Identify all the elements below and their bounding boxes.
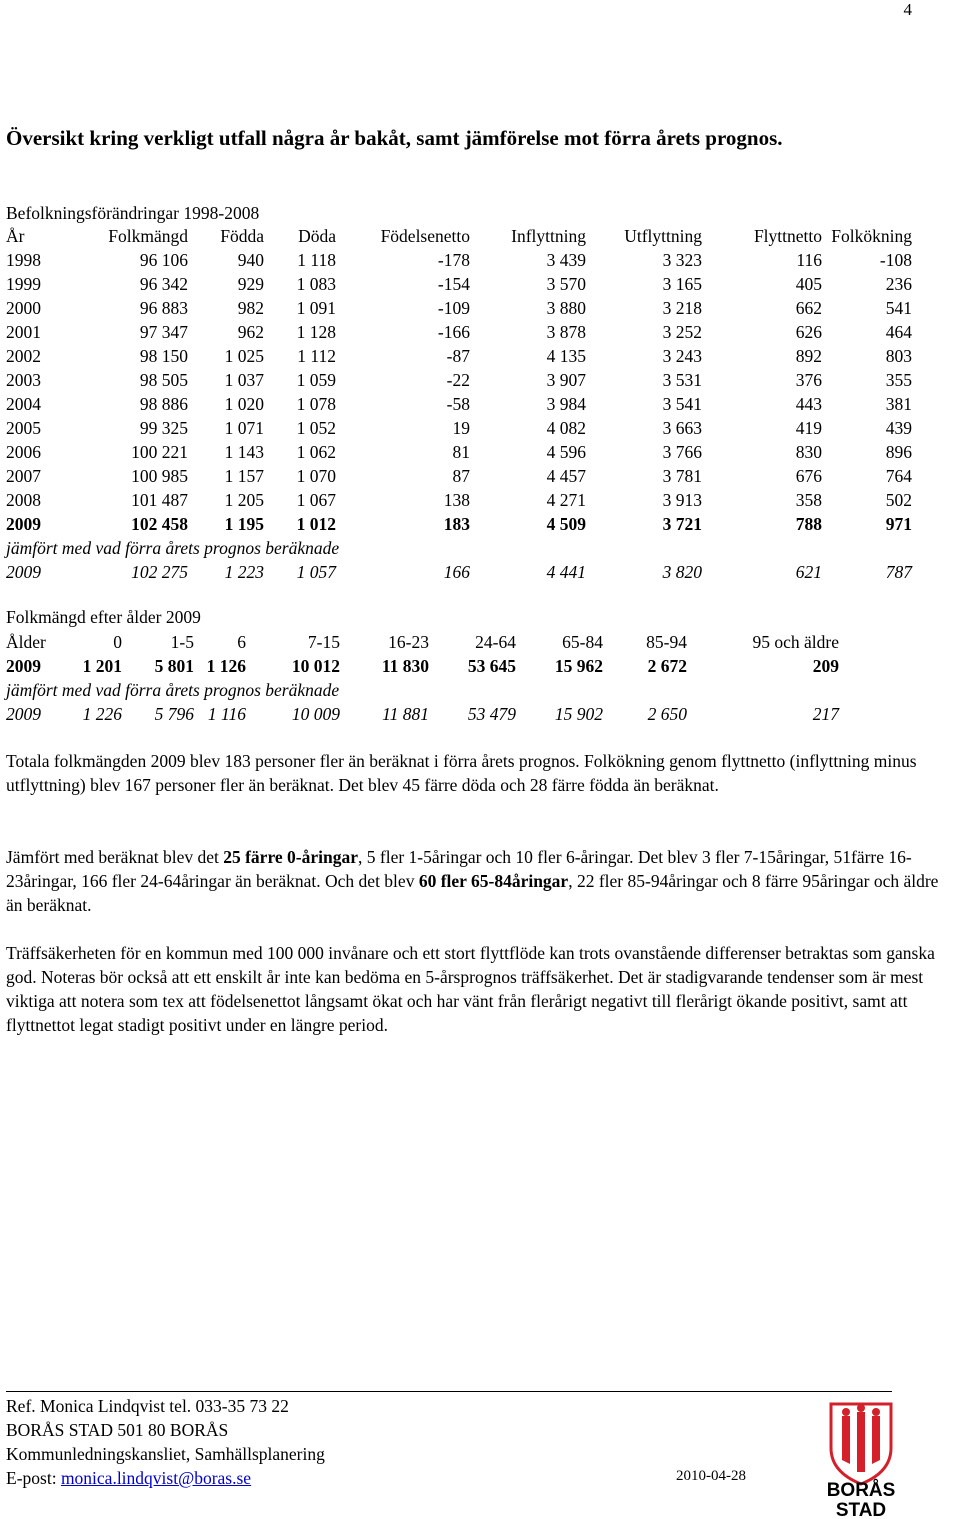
table-cell: 116 [796, 250, 822, 270]
table-cell: 53 479 [467, 704, 516, 724]
p2-text-e: , 22 fler 85-94åringar och 8 färre 95åringar och äldre än beräknat. [6, 871, 939, 915]
table-cell: 1 157 [224, 466, 264, 486]
table-cell: 439 [885, 418, 912, 438]
age-forecast-2009-row [6, 702, 839, 726]
table-cell: 443 [795, 394, 822, 414]
table-cell: 3 766 [662, 442, 702, 462]
table-cell: 2003 [6, 370, 41, 390]
table-cell: 3 541 [662, 394, 702, 414]
table-cell: 11 830 [381, 656, 429, 676]
table-cell: 1 071 [224, 418, 264, 438]
column-header: 7-15 [307, 632, 340, 652]
table-cell: 971 [885, 514, 912, 534]
column-header: Folkökning [831, 226, 912, 246]
table-cell: 2 672 [647, 656, 687, 676]
logo-text-stad: STAD [835, 1500, 887, 1518]
table-cell: 3 570 [546, 274, 586, 294]
table-cell: 1 057 [296, 562, 336, 582]
table-cell: 1 083 [296, 274, 336, 294]
column-header: Födelsenetto [380, 226, 470, 246]
column-header: Utflyttning [624, 226, 702, 246]
table-cell: 3 913 [662, 490, 702, 510]
table-cell: 676 [795, 466, 822, 486]
table-cell: 355 [885, 370, 912, 390]
table-cell: 19 [452, 418, 470, 438]
table-cell: 940 [237, 250, 264, 270]
table-cell: 15 962 [554, 656, 603, 676]
table-row [6, 296, 912, 320]
table-cell: -154 [437, 274, 470, 294]
table-cell: 4 441 [546, 562, 586, 582]
column-header: 6 [237, 632, 246, 652]
table1-caption: Befolkningsförändringar 1998-2008 [6, 203, 260, 223]
table-cell: 3 439 [546, 250, 586, 270]
table-cell: 3 323 [662, 250, 702, 270]
footer-ref: Ref. Monica Lindqvist tel. 033-35 73 22 [6, 1396, 289, 1416]
table-cell: 96 106 [139, 250, 188, 270]
table-cell: 962 [237, 322, 264, 342]
table-cell: 2004 [6, 394, 41, 414]
table-row [6, 440, 912, 464]
table-cell: 1 112 [297, 346, 336, 366]
table-cell: 15 902 [554, 704, 603, 724]
table-cell: 166 [443, 562, 470, 582]
summary-paragraph: Totala folkmängden 2009 blev 183 personer fler än beräknat i förra årets prognos. Folkökning genom flyttnetto (inflyttning minus utflyttning) blev 167 personer fler än beräknat. Det blev 45 färre döda och 28 färre födda än beräknat. [6, 751, 917, 795]
table-cell: 358 [795, 490, 822, 510]
logo-text-boras: BORÅS [826, 1480, 896, 1501]
compare-note-row [6, 678, 839, 702]
table-cell: 10 009 [291, 704, 340, 724]
column-header: Födda [220, 226, 264, 246]
table-cell: 3 820 [662, 562, 702, 582]
table-cell: 896 [885, 442, 912, 462]
column-header: Inflyttning [511, 226, 586, 246]
table-cell: 99 325 [139, 418, 188, 438]
table-cell: 1 070 [296, 466, 336, 486]
table-cell: 3 721 [662, 514, 702, 534]
table-cell: 101 487 [131, 490, 188, 510]
table-cell: 464 [885, 322, 912, 342]
table-cell: 5 796 [154, 704, 194, 724]
table-cell: 1 116 [207, 704, 246, 724]
table-cell: 419 [795, 418, 822, 438]
table-row [6, 464, 912, 488]
table-cell: 96 342 [139, 274, 188, 294]
footer-address: BORÅS STAD 501 80 BORÅS [6, 1420, 229, 1440]
accuracy-paragraph: Träffsäkerheten för en kommun med 100 000 invånare och ett stort flyttflöde kan trots ovanstående differenser betraktas som ganska god. Noteras bör också att ett enskilt år inte kan bedöma en 5-årsprognos träffsäkerhet. Det är stadigvarande tendenser som är mest viktiga att notera som tex att födelsenettot långsamt ökat och har vänt från flerårigt negativt till flerårigt ökande positivt, samt att flyttnettot legat stadigt positivt under en längre period. [6, 943, 935, 1035]
population-change-table [6, 224, 912, 584]
table-cell: 4 457 [546, 466, 586, 486]
logo-shield-icon [831, 1404, 891, 1484]
table-cell: 2006 [6, 442, 41, 462]
table-cell: 1 126 [206, 656, 246, 676]
table-cell: 4 082 [546, 418, 586, 438]
footer-department: Kommunledningskansliet, Samhällsplanering [6, 1444, 325, 1464]
table-cell: 3 878 [546, 322, 586, 342]
table-cell: 1998 [6, 250, 41, 270]
table-cell: 4 135 [546, 346, 586, 366]
table-cell: 2009 [6, 514, 41, 534]
page-heading: Översikt kring verkligt utfall några år bakåt, samt jämförelse mot förra årets prognos. [6, 126, 783, 150]
footer-divider [6, 1391, 892, 1392]
table-cell: -178 [437, 250, 470, 270]
table-cell: 626 [795, 322, 822, 342]
table-cell: 803 [885, 346, 912, 366]
table-cell: 98 505 [139, 370, 188, 390]
table-cell: 11 881 [382, 704, 429, 724]
footer-email-label: E-post: [6, 1468, 61, 1488]
table-cell: -22 [446, 370, 470, 390]
table-cell: 3 781 [662, 466, 702, 486]
table-cell: 3 907 [546, 370, 586, 390]
table-cell: 2001 [6, 322, 41, 342]
table-cell: 3 165 [662, 274, 702, 294]
page-number: 4 [903, 0, 912, 19]
table-cell: 892 [795, 346, 822, 366]
table-cell: 662 [795, 298, 822, 318]
age-comparison-paragraph [6, 845, 958, 917]
table-cell: 2005 [6, 418, 41, 438]
column-header: 24-64 [475, 632, 516, 652]
table-cell: 787 [885, 562, 912, 582]
table-cell: 1 205 [224, 490, 264, 510]
table-cell: 376 [795, 370, 822, 390]
table-cell: 2007 [6, 466, 41, 486]
column-header: År [6, 226, 25, 246]
table-cell: 1 128 [296, 322, 336, 342]
table-cell: 209 [812, 656, 839, 676]
table-cell: 1999 [6, 274, 41, 294]
compare-note: jämfört med vad förra årets prognos beräknade [6, 538, 340, 558]
table-cell: 3 984 [546, 394, 586, 414]
table-cell: 1 037 [224, 370, 264, 390]
table-cell: 2 650 [647, 704, 687, 724]
compare-note-row [6, 536, 912, 560]
table-cell: 81 [452, 442, 470, 462]
table-row [6, 416, 912, 440]
table-cell: 1 020 [224, 394, 264, 414]
footer-date: 2010-04-28 [676, 1468, 746, 1484]
table-cell: 4 271 [546, 490, 586, 510]
table-cell: 381 [885, 394, 912, 414]
table-cell: 1 067 [296, 490, 336, 510]
column-header: 1-5 [170, 632, 194, 652]
table-cell: 3 880 [546, 298, 586, 318]
table-cell: 1 012 [296, 514, 336, 534]
table-cell: 236 [885, 274, 912, 294]
p2-highlight-zero: 25 färre 0-åringar [223, 847, 358, 867]
table-cell: 2008 [6, 490, 41, 510]
table-cell: 1 118 [297, 250, 336, 270]
column-header: Flyttnetto [753, 226, 822, 246]
table-row [6, 344, 912, 368]
table-cell: 217 [812, 704, 839, 724]
footer-email-line [6, 1466, 251, 1490]
table-cell: -58 [446, 394, 470, 414]
table-cell: 102 275 [131, 562, 188, 582]
table1-header-row [6, 224, 912, 248]
table-cell: 98 150 [139, 346, 188, 366]
table-cell: 5 801 [154, 656, 194, 676]
table-cell: 1 226 [82, 704, 122, 724]
table-cell: -87 [446, 346, 470, 366]
table-cell: 98 886 [139, 394, 188, 414]
column-header: 85-94 [646, 632, 687, 652]
table-cell: 87 [452, 466, 470, 486]
table-cell: 3 218 [662, 298, 702, 318]
table-cell: 1 195 [224, 514, 264, 534]
table-cell: 764 [885, 466, 912, 486]
table-row [6, 272, 912, 296]
table-cell: 2002 [6, 346, 41, 366]
column-header: 95 och äldre [752, 632, 839, 652]
table-row [6, 368, 912, 392]
table-cell: 982 [237, 298, 264, 318]
table-cell: 96 883 [139, 298, 188, 318]
table-row [6, 320, 912, 344]
email-link[interactable]: monica.lindqvist@boras.se [60, 1468, 252, 1488]
table-cell: 102 458 [131, 514, 188, 534]
boras-stad-logo [818, 1400, 904, 1518]
table-cell: 10 012 [291, 656, 340, 676]
table2-header-row [6, 630, 839, 654]
forecast-2009-row [6, 560, 912, 584]
table-cell: 2009 [6, 656, 41, 676]
p2-text-c: , 5 fler 1-5åringar och 10 fler 6-åringar. Det blev 3 fler 7-15åringar, 51färre 16-23åringar, 166 fler 24-64åringar än beräknat. Och det blev [6, 847, 912, 891]
table-cell: 3 663 [662, 418, 702, 438]
age-distribution-table [6, 630, 839, 726]
table-cell: 2009 [6, 562, 41, 582]
table-cell: 929 [237, 274, 264, 294]
table-cell: 1 091 [296, 298, 336, 318]
table-cell: 2009 [6, 704, 41, 724]
table-cell: 100 221 [131, 442, 188, 462]
table-cell: 2000 [6, 298, 41, 318]
actual-2009-row [6, 512, 912, 536]
column-header: 0 [113, 632, 122, 652]
table-cell: 3 531 [662, 370, 702, 390]
table-cell: 183 [443, 514, 470, 534]
table-cell: 1 223 [224, 562, 264, 582]
table-cell: 100 985 [131, 466, 188, 486]
table-cell: 1 078 [296, 394, 336, 414]
table-cell: 138 [443, 490, 470, 510]
table2-caption: Folkmängd efter ålder 2009 [6, 607, 201, 627]
table-cell: -108 [879, 250, 912, 270]
table-cell: -166 [437, 322, 470, 342]
p2-text-a: Jämfört med beräknat blev det [6, 847, 224, 867]
table-cell: 53 645 [467, 656, 516, 676]
table-cell: 1 025 [224, 346, 264, 366]
table-cell: 97 347 [139, 322, 188, 342]
column-header: 65-84 [562, 632, 603, 652]
column-header: Döda [298, 226, 336, 246]
table-cell: 1 201 [82, 656, 122, 676]
compare-note: jämfört med vad förra årets prognos beräknade [6, 680, 340, 700]
table-cell: 541 [885, 298, 912, 318]
table-cell: 405 [795, 274, 822, 294]
table-row [6, 392, 912, 416]
table-cell: 4 509 [546, 514, 586, 534]
age-actual-2009-row [6, 654, 839, 678]
table-cell: -109 [437, 298, 470, 318]
table-cell: 830 [795, 442, 822, 462]
table-row [6, 248, 912, 272]
table-cell: 4 596 [546, 442, 586, 462]
column-header: Ålder [6, 632, 46, 652]
table-cell: 3 252 [662, 322, 702, 342]
column-header: Folkmängd [108, 226, 188, 246]
table-cell: 1 062 [296, 442, 336, 462]
p2-highlight-65-84: 60 fler 65-84åringar [418, 871, 569, 891]
table-cell: 1 143 [224, 442, 264, 462]
table-cell: 788 [795, 514, 822, 534]
table-cell: 1 059 [296, 370, 336, 390]
table-cell: 502 [885, 490, 912, 510]
table-cell: 3 243 [662, 346, 702, 366]
column-header: 16-23 [388, 632, 429, 652]
table-row [6, 488, 912, 512]
table-cell: 1 052 [296, 418, 336, 438]
table-cell: 621 [795, 562, 822, 582]
